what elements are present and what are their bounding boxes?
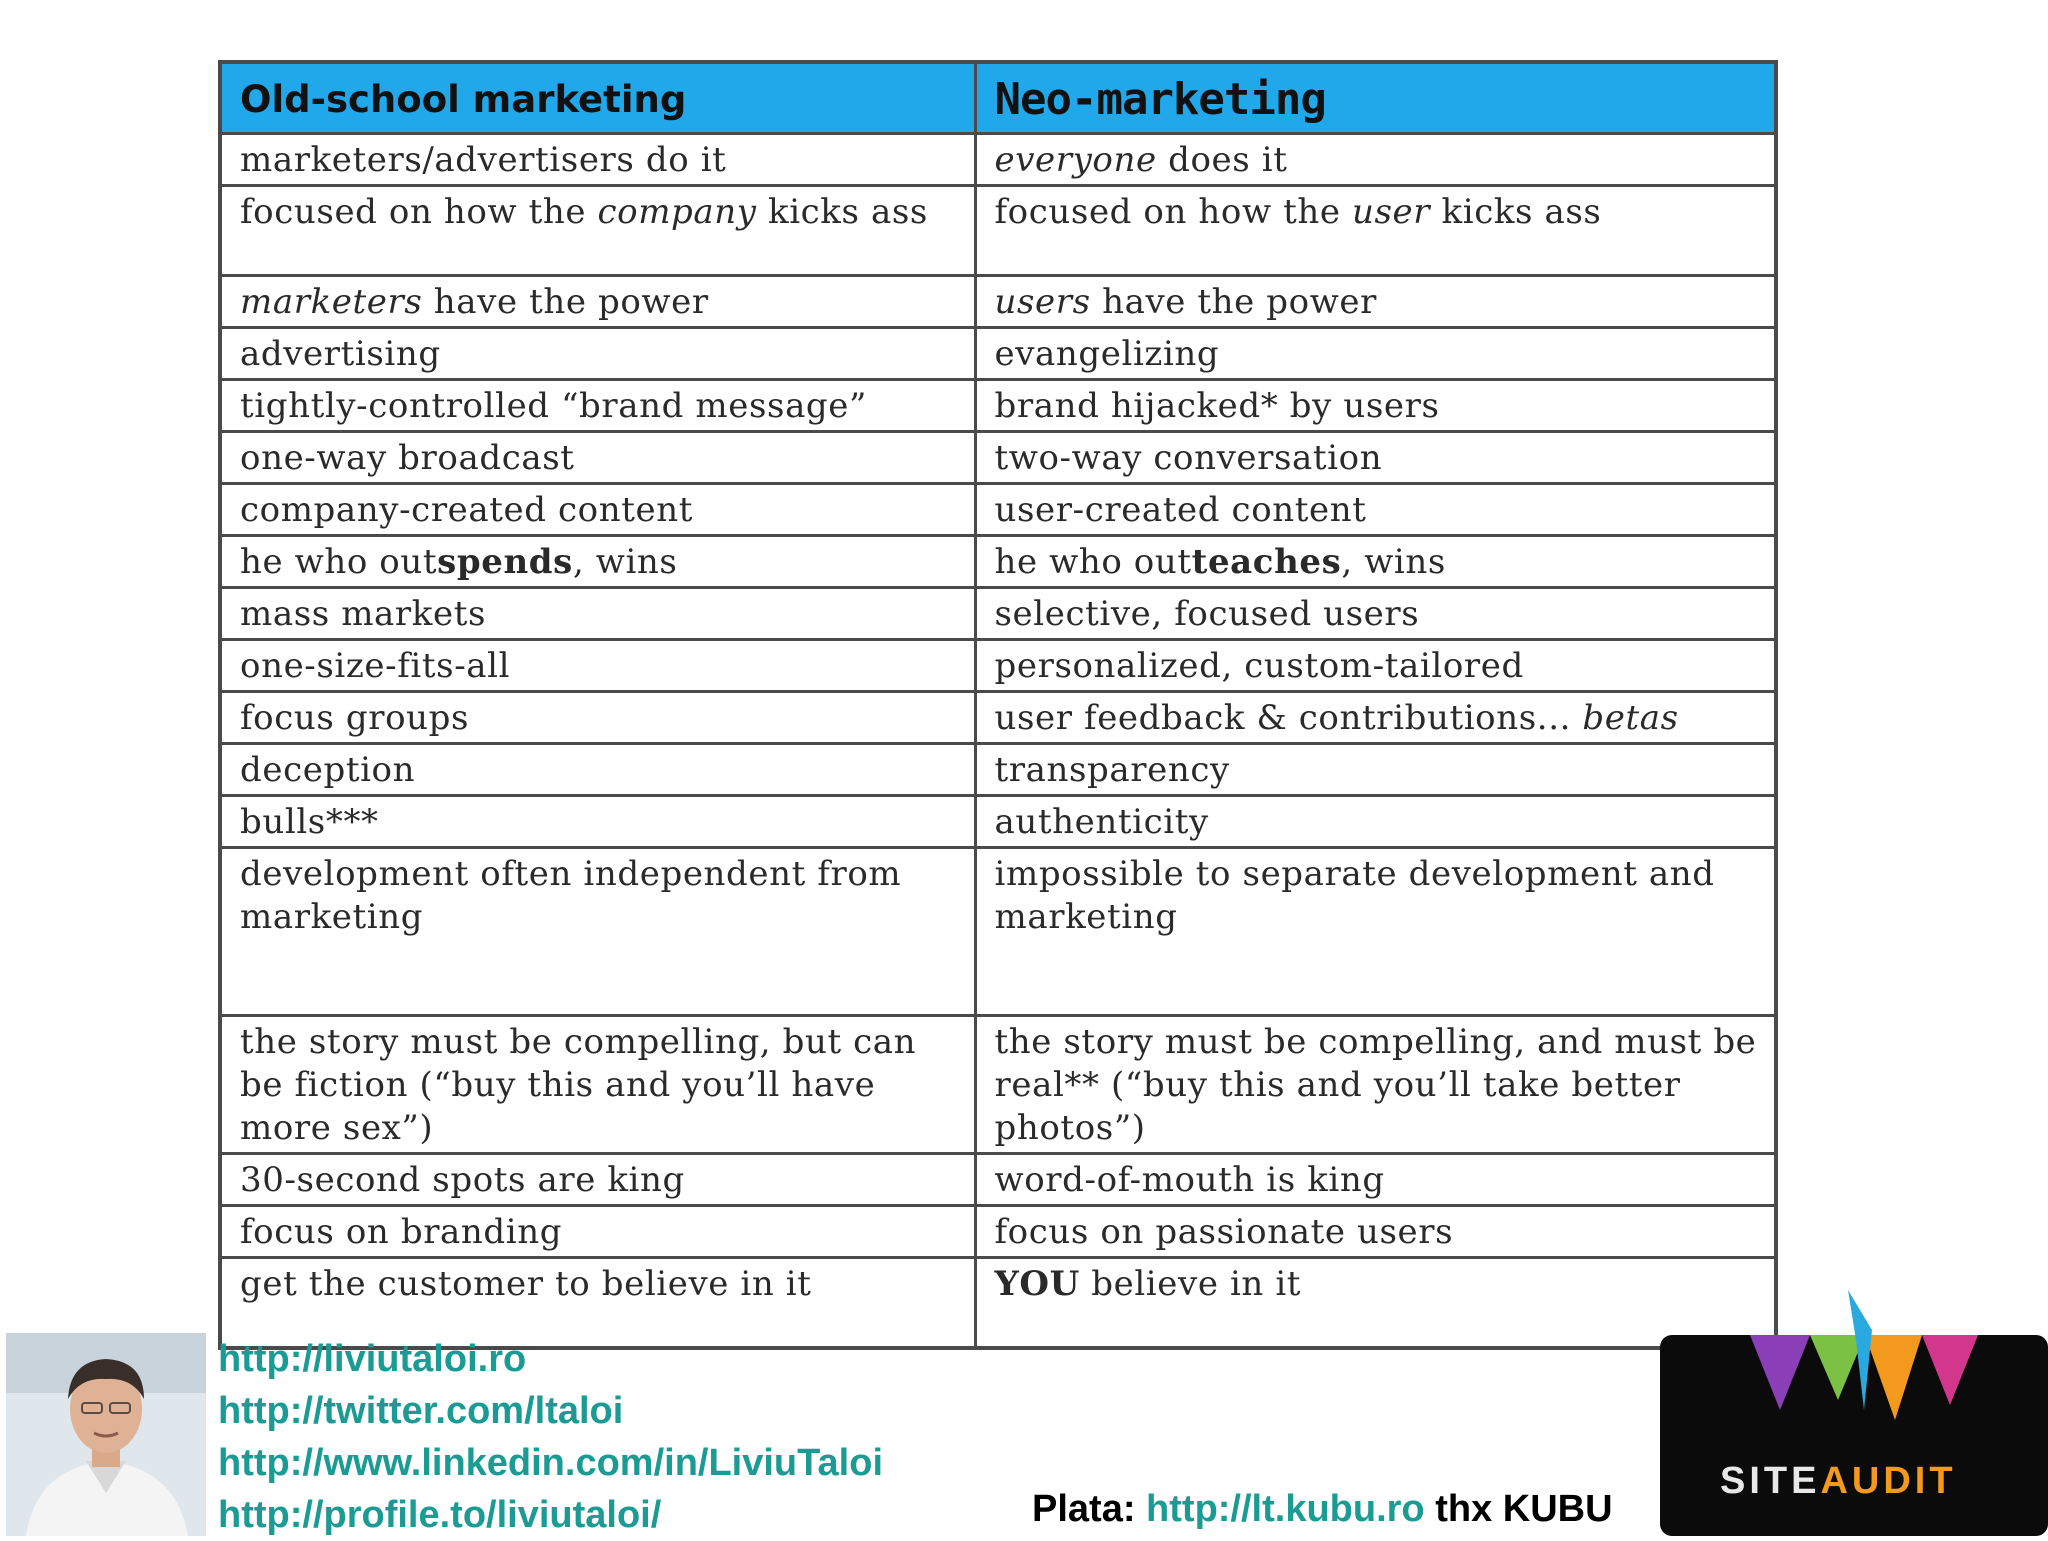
cell-neo-marketing <box>975 186 1776 276</box>
cell-text: evangelizing <box>994 334 1220 374</box>
credit-suffix: thx KUBU <box>1424 1488 1613 1530</box>
cell-neo-marketing <box>975 1154 1776 1206</box>
table-row <box>220 276 1776 328</box>
cell-text: focused on how the <box>994 192 1352 232</box>
cell-old-school <box>220 1016 975 1154</box>
table-row <box>220 432 1776 484</box>
cell-text: one-size-fits-all <box>240 646 511 686</box>
cell-neo-marketing <box>975 484 1776 536</box>
cell-text: does it <box>1156 140 1288 180</box>
cell-text: he who out <box>240 542 438 582</box>
table-row <box>220 640 1776 692</box>
cell-text: focused on how the <box>240 192 598 232</box>
cell-neo-marketing <box>975 432 1776 484</box>
table-row <box>220 536 1776 588</box>
cell-neo-marketing <box>975 848 1776 1016</box>
siteaudit-logo <box>1660 1290 2048 1536</box>
cell-text-bold: YOU <box>994 1264 1080 1304</box>
table-row <box>220 1154 1776 1206</box>
table-row <box>220 744 1776 796</box>
cell-text-bold: spends <box>437 542 573 582</box>
cell-neo-marketing <box>975 1206 1776 1258</box>
logo-wordmark: SITEAUDIT <box>1720 1460 1957 1502</box>
author-photo <box>6 1333 206 1536</box>
header-old-school: Old-school marketing <box>220 62 975 134</box>
cell-text: brand hijacked* by users <box>994 386 1440 426</box>
cell-neo-marketing <box>975 1016 1776 1154</box>
cell-neo-marketing <box>975 744 1776 796</box>
cell-text: two-way conversation <box>994 438 1383 478</box>
cell-text: the story must be compelling, and must be real** (“buy this and you’ll take better photos”) <box>994 1022 1757 1148</box>
cell-old-school <box>220 432 975 484</box>
cell-text: selective, focused users <box>994 594 1420 634</box>
cell-text: kicks ass <box>1430 192 1602 232</box>
cell-text: focus groups <box>240 698 470 738</box>
table-row <box>220 692 1776 744</box>
cell-text-italic: marketers <box>240 282 423 322</box>
cell-text: word-of-mouth is king <box>994 1160 1385 1200</box>
cell-text: kicks ass <box>756 192 928 232</box>
table-row <box>220 1206 1776 1258</box>
credit-prefix: Plata: <box>1032 1488 1147 1530</box>
cell-text: authenticity <box>994 802 1209 842</box>
table-row <box>220 796 1776 848</box>
cell-neo-marketing <box>975 796 1776 848</box>
footer-links <box>218 1333 883 1541</box>
cell-text: personalized, custom-tailored <box>994 646 1524 686</box>
cell-old-school <box>220 328 975 380</box>
cell-text: , wins <box>572 542 678 582</box>
cell-old-school <box>220 380 975 432</box>
table-row <box>220 1016 1776 1154</box>
cell-text: advertising <box>240 334 441 374</box>
cell-old-school <box>220 848 975 1016</box>
cell-text: focus on branding <box>240 1212 563 1252</box>
cell-neo-marketing <box>975 640 1776 692</box>
cell-neo-marketing <box>975 588 1776 640</box>
cell-text: 30-second spots are king <box>240 1160 685 1200</box>
cell-text-italic: users <box>994 282 1091 322</box>
table-row <box>220 380 1776 432</box>
cell-text: have the power <box>1090 282 1377 322</box>
cell-text: mass markets <box>240 594 487 634</box>
credit-link[interactable]: http://lt.kubu.ro <box>1146 1488 1425 1530</box>
table-row <box>220 186 1776 276</box>
cell-old-school <box>220 186 975 276</box>
cell-text-italic: user <box>1351 192 1431 232</box>
cell-text: deception <box>240 750 416 790</box>
cell-text: , wins <box>1341 542 1446 582</box>
cell-text: marketers/advertisers do it <box>240 140 727 180</box>
cell-text: company-created content <box>240 490 693 530</box>
cell-neo-marketing <box>975 536 1776 588</box>
cell-neo-marketing <box>975 134 1776 186</box>
table-row <box>220 328 1776 380</box>
comparison-table <box>218 60 1778 1350</box>
cell-text-bold: teaches <box>1191 542 1342 582</box>
cell-text: he who out <box>994 542 1192 582</box>
cell-old-school <box>220 1206 975 1258</box>
cell-text: user-created content <box>994 490 1367 530</box>
cell-text: user feedback & contributions... <box>994 698 1583 738</box>
cell-old-school <box>220 744 975 796</box>
table-row <box>220 134 1776 186</box>
link-website[interactable]: http://liviutaloi.ro <box>218 1338 527 1380</box>
credit-line <box>1032 1488 1613 1531</box>
cell-neo-marketing <box>975 380 1776 432</box>
cell-old-school <box>220 640 975 692</box>
cell-text: the story must be compelling, but can be fiction (“buy this and you’ll have more sex”) <box>240 1022 917 1148</box>
cell-old-school <box>220 692 975 744</box>
cell-text-italic: betas <box>1582 698 1679 738</box>
cell-neo-marketing <box>975 692 1776 744</box>
link-linkedin[interactable]: http://www.linkedin.com/in/LiviuTaloi <box>218 1442 883 1484</box>
cell-old-school <box>220 134 975 186</box>
cell-neo-marketing <box>975 276 1776 328</box>
link-profile[interactable]: http://profile.to/liviutaloi/ <box>218 1494 662 1536</box>
cell-old-school <box>220 276 975 328</box>
cell-text: focus on passionate users <box>994 1212 1454 1252</box>
cell-old-school <box>220 1154 975 1206</box>
cell-text-italic: everyone <box>994 140 1157 180</box>
cell-old-school <box>220 484 975 536</box>
cell-neo-marketing <box>975 1258 1776 1348</box>
cell-text-italic: company <box>597 192 757 232</box>
table-row <box>220 484 1776 536</box>
table-header-row <box>220 62 1776 134</box>
cell-text: get the customer to believe in it <box>240 1264 812 1304</box>
header-neo-marketing: Neo-marketing <box>975 62 1776 134</box>
cell-old-school <box>220 536 975 588</box>
cell-text: transparency <box>994 750 1230 790</box>
table-row <box>220 588 1776 640</box>
cell-text: development often independent from marketing <box>240 854 902 937</box>
cell-text: bulls*** <box>240 802 379 842</box>
cell-text: believe in it <box>1079 1264 1302 1304</box>
cell-old-school <box>220 796 975 848</box>
cell-neo-marketing <box>975 328 1776 380</box>
table-row <box>220 848 1776 1016</box>
table-body <box>220 134 1776 1348</box>
cell-text: impossible to separate development and marketing <box>994 854 1715 937</box>
cell-text: one-way broadcast <box>240 438 575 478</box>
link-twitter[interactable]: http://twitter.com/ltaloi <box>218 1390 624 1432</box>
cell-text: have the power <box>422 282 709 322</box>
cell-old-school <box>220 588 975 640</box>
cell-text: tightly-controlled “brand message” <box>240 386 868 426</box>
